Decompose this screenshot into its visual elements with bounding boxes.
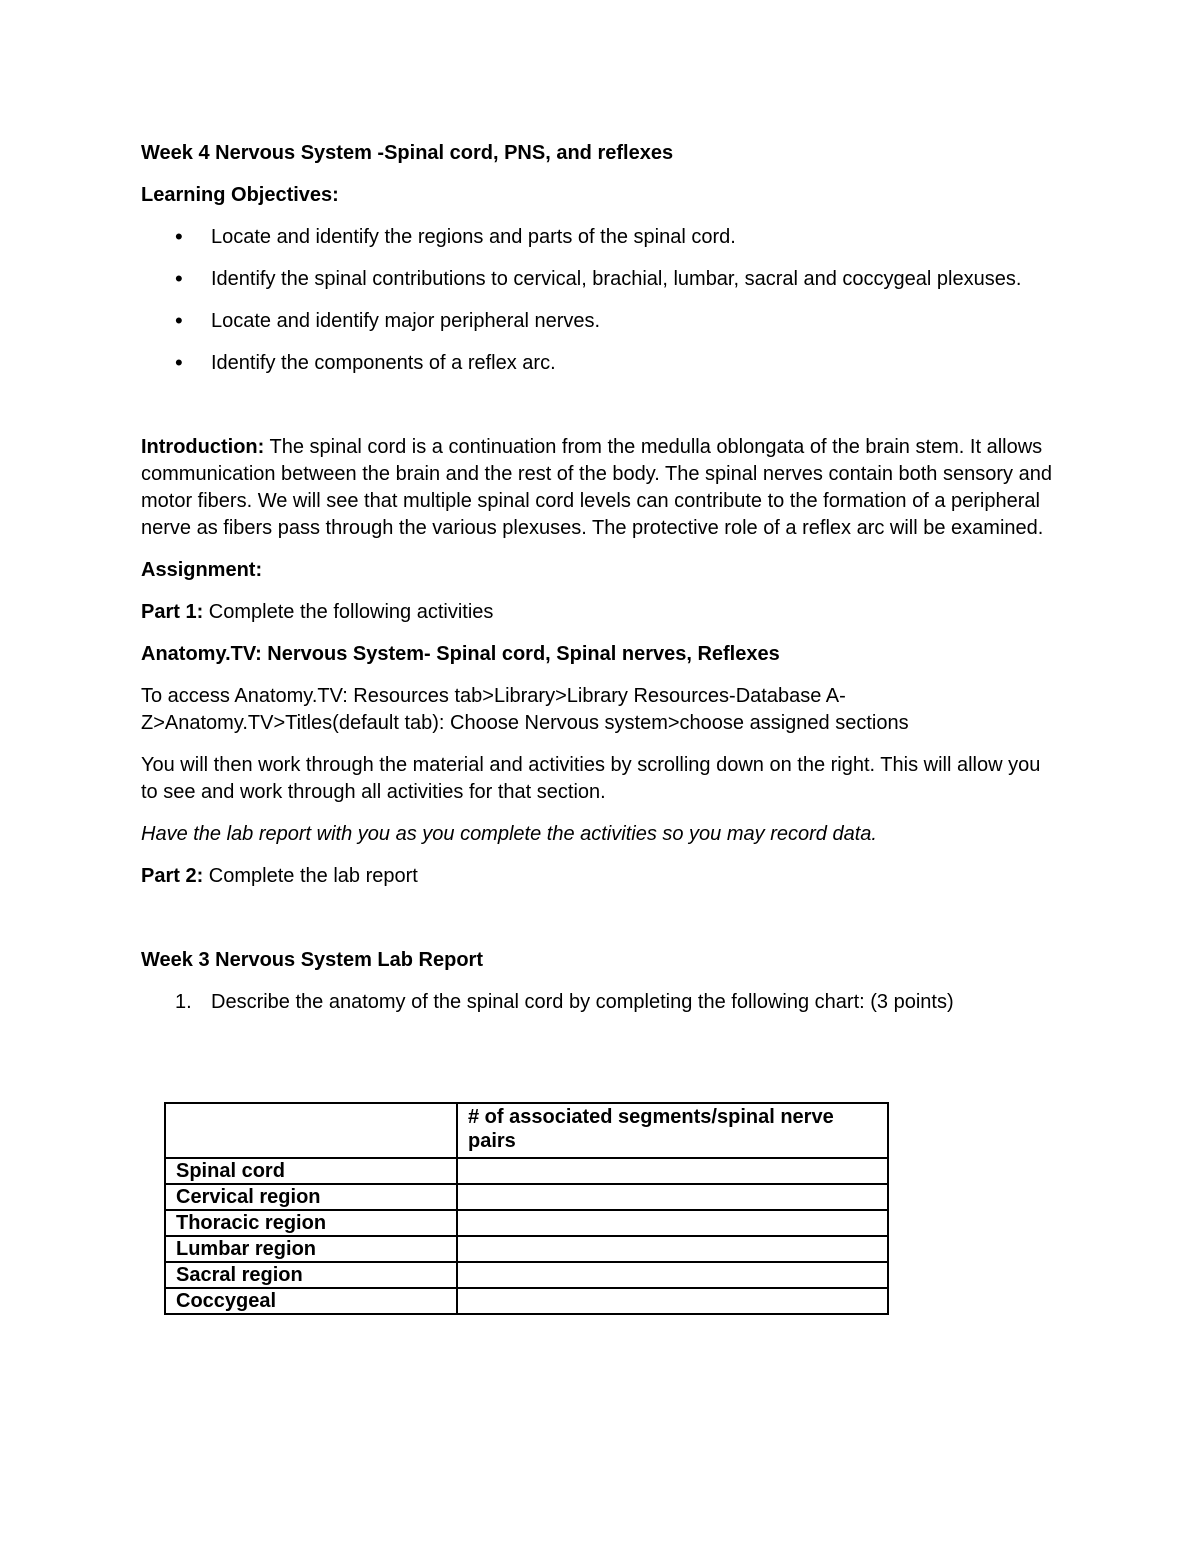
document-title: Week 4 Nervous System -Spinal cord, PNS, and reflexes — [141, 142, 674, 164]
table-row-label: Lumbar region — [165, 1236, 457, 1262]
anatomy-tv-heading: Anatomy.TV: Nervous System- Spinal cord, Spinal nerves, Reflexes — [141, 643, 780, 665]
work-instructions: You will then work through the material and activities by scrolling down on the right. This will allow you to see and work through all activities for that section. — [141, 754, 1041, 803]
table-row — [165, 1236, 888, 1262]
objective-text: Identify the components of a reflex arc. — [211, 352, 556, 374]
table-row-label: Coccygeal — [165, 1288, 457, 1314]
part1-label: Part 1: — [141, 601, 204, 623]
access-instructions: To access Anatomy.TV: Resources tab>Library>Library Resources-Database A-Z>Anatomy.TV>Titles(default tab): Choose Nervous system>choose assigned sections — [141, 685, 909, 734]
objectives-heading: Learning Objectives: — [141, 184, 339, 206]
introduction-paragraph — [141, 434, 1061, 542]
table-answer-cell[interactable] — [457, 1288, 888, 1314]
bullet-icon: • — [175, 266, 183, 291]
spacer — [141, 905, 1061, 947]
question-1 — [141, 989, 1061, 1016]
table-row-label: Cervical region — [165, 1184, 457, 1210]
table-row-label: Sacral region — [165, 1262, 457, 1288]
objective-text: Locate and identify the regions and parts of the spinal cord. — [211, 226, 736, 248]
table-header-cell — [165, 1103, 457, 1158]
objectives-list — [141, 224, 1061, 376]
lab-report-note: Have the lab report with you as you complete the activities so you may record data. — [141, 823, 877, 845]
lab-report-title: Week 3 Nervous System Lab Report — [141, 949, 483, 971]
question-text: Describe the anatomy of the spinal cord by completing the following chart: (3 points) — [211, 991, 954, 1013]
part2-text: Complete the lab report — [203, 865, 418, 887]
table-row-label: Thoracic region — [165, 1210, 457, 1236]
introduction-text: The spinal cord is a continuation from the medulla oblongata of the brain stem. It allows communication between the brain and the rest of the body. The spinal nerves contain both sensory and motor fibers. We will see that multiple spinal cord levels can contribute to the formation of a peripheral nerve as fibers pass through the various plexuses. The protective role of a reflex arc will be examined. — [141, 436, 1052, 539]
document-page — [141, 140, 1061, 1032]
table-row — [165, 1288, 888, 1314]
bullet-icon: • — [175, 224, 183, 249]
spinal-cord-chart — [164, 1102, 889, 1315]
list-item — [141, 308, 1061, 334]
table-row — [165, 1262, 888, 1288]
objective-text: Locate and identify major peripheral nerves. — [211, 310, 601, 332]
table-row — [165, 1158, 888, 1184]
bullet-icon: • — [175, 308, 183, 333]
table-row — [165, 1210, 888, 1236]
list-item — [141, 224, 1061, 250]
introduction-label: Introduction: — [141, 436, 265, 458]
bullet-icon: • — [175, 350, 183, 375]
table-header-cell: # of associated segments/spinal nerve pairs — [457, 1103, 888, 1158]
table-answer-cell[interactable] — [457, 1158, 888, 1184]
part2-label: Part 2: — [141, 865, 204, 887]
table-answer-cell[interactable] — [457, 1262, 888, 1288]
table-answer-cell[interactable] — [457, 1210, 888, 1236]
list-item — [141, 266, 1061, 292]
part1-paragraph — [141, 599, 1061, 626]
list-item — [141, 350, 1061, 376]
table-row — [165, 1184, 888, 1210]
assignment-heading: Assignment: — [141, 559, 263, 581]
table-answer-cell[interactable] — [457, 1184, 888, 1210]
part2-paragraph — [141, 863, 1061, 890]
objective-text: Identify the spinal contributions to cervical, brachial, lumbar, sacral and coccygeal plexuses. — [211, 268, 1022, 290]
question-number: 1. — [175, 991, 192, 1013]
table-header-row — [165, 1103, 888, 1158]
table-row-label: Spinal cord — [165, 1158, 457, 1184]
part1-text: Complete the following activities — [203, 601, 494, 623]
spacer — [141, 392, 1061, 434]
table-answer-cell[interactable] — [457, 1236, 888, 1262]
